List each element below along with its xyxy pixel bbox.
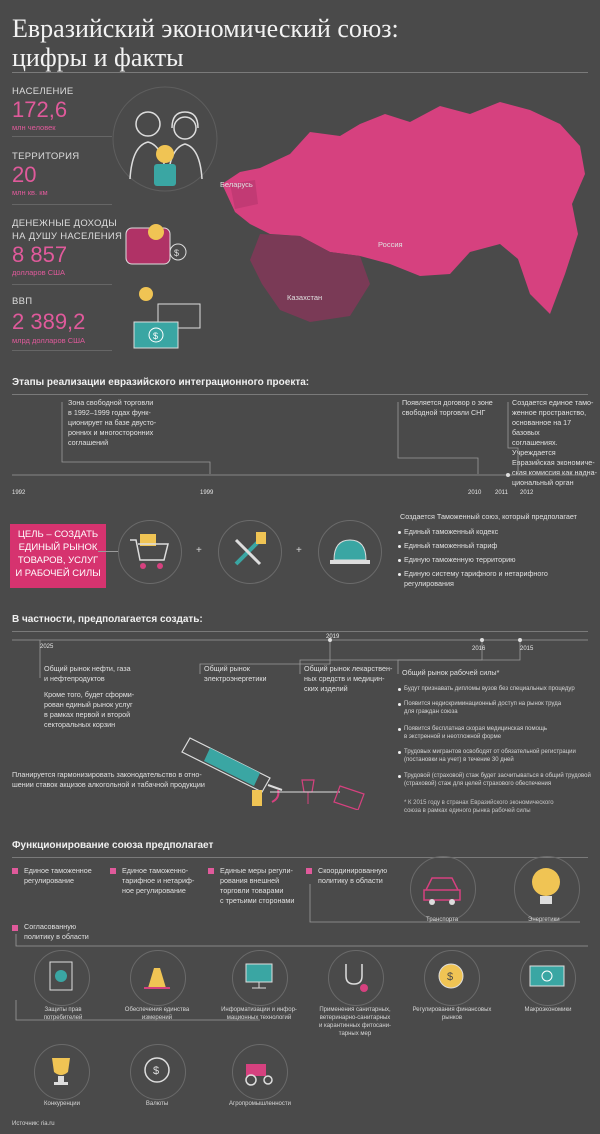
coord-transport: Транспорта [426, 917, 459, 923]
eaeu-map [200, 84, 595, 364]
year-2011: 2011 [495, 490, 508, 496]
agreed-consumers: Защиты прав потребителей [43, 1007, 83, 1021]
gdp-value: 2 389,2 [12, 309, 86, 334]
monitor-icon [242, 960, 276, 994]
customs-item: Единый таможенный тариф [404, 541, 498, 550]
labour-item: Будут признавать дипломы вузов без специальных процедур [404, 686, 575, 692]
plus-sign: + [296, 545, 302, 556]
func-col-3: Единые меры регули- рования внешней торговли товарами с третьими сторонами [220, 866, 295, 905]
excise-text: Планируется гармонизировать законодательство в отно- шении ставок акцизов алкогольной и табачной продукции [12, 770, 205, 789]
document-icon [44, 958, 78, 996]
tools-icon [226, 528, 272, 574]
year-2025: 2025 [40, 644, 54, 650]
income-label-2: НА ДУШУ НАСЕЛЕНИЯ [12, 231, 123, 242]
year-1999: 1999 [200, 490, 214, 496]
population-value: 172,6 [12, 97, 68, 122]
labour-item: Появится бесплатная скорая медицинская помощь в экстренной и неотложной форме [404, 726, 548, 740]
lightbulb-icon [524, 862, 568, 910]
coord-energy: Энергетики [528, 917, 560, 923]
plans-heading: В частности, предполагается создать: [12, 614, 203, 625]
gdp-label: ВВП [12, 296, 33, 307]
oil-gas-market: Общий рынок нефти, газа и нефтепродуктов [44, 664, 131, 683]
territory-value: 20 [12, 162, 37, 187]
income-label-1: ДЕНЕЖНЫЕ ДОХОДЫ [12, 218, 117, 229]
bullet-square [110, 868, 116, 874]
agreed-competition: Конкуренции [44, 1101, 80, 1107]
svg-text:$: $ [174, 248, 180, 258]
year-1992: 1992 [12, 490, 26, 496]
agreed-policy: Согласованную политику в области [24, 922, 89, 941]
helmet-icon [326, 528, 372, 574]
services-market: Кроме того, будет сформи- рован единый рынок услуг в рамках первой и второй секторальных корзин [44, 690, 135, 729]
territory-unit: млн кв. км [12, 188, 48, 197]
customs-item: Единую таможенную территорию [404, 555, 516, 564]
note-2010: Появляется договор о зоне свободной торговли СНГ [402, 398, 493, 417]
svg-text:$: $ [447, 971, 454, 983]
wallet-icon [118, 214, 198, 274]
title-divider [12, 72, 588, 73]
footnote: * К 2015 году в странах Евразийского экономического союза в рамках единого рынка рабочей силы [404, 800, 554, 814]
func-col-1: Единое таможенное регулирование [24, 866, 92, 885]
medicine-market: Общий рынок лекарствен- ных средств и медицин- ских изделий [304, 664, 393, 693]
note-2012: Создается единое тамо- женное пространство, основанное на 17 базовых соглашениях. Учреждается Евразийская экономиче- ская комиссия как надна- циональный орган [512, 398, 598, 487]
agreed-connector [0, 930, 600, 960]
func-col-4: Скоординированную политику в области [318, 866, 388, 885]
population-label: НАСЕЛЕНИЕ [12, 86, 74, 97]
svg-text:$: $ [153, 1065, 160, 1077]
year-2012: 2012 [520, 490, 534, 496]
agreed-agro: Агропромышленности [229, 1101, 291, 1107]
year-2016: 2016 [472, 646, 486, 652]
stages-heading: Этапы реализации евразийского интеграционного проекта: [12, 377, 310, 388]
gdp-unit: млрд долларов США [12, 336, 86, 345]
income-value: 8 857 [12, 242, 68, 267]
agreed-finance: Регулирования финансовых рынков [412, 1007, 492, 1021]
coins-icon [432, 958, 470, 996]
electricity-market: Общий рынок электроэнергетики [204, 664, 267, 683]
source-note: Источник: ria.ru [12, 1121, 55, 1127]
customs-item: Единый таможенный кодекс [404, 527, 499, 536]
money-icon [118, 284, 208, 354]
bullet-square [12, 868, 18, 874]
map-label-kazakhstan: Казахстан [287, 293, 323, 302]
year-2010: 2010 [468, 490, 482, 496]
stages-timeline [0, 390, 600, 490]
income-unit: долларов США [12, 268, 66, 277]
divider [12, 857, 588, 858]
labour-item: Трудовой (страховой) стаж будет засчитываться в общий трудовой (страховой) стаж для целей страхового обеспечения [404, 773, 591, 787]
agreed-sanitary: Применения санитарных, ветеринарно-санитарных и карантинных фитосани- тарных мер [318, 1007, 392, 1037]
territory-label: ТЕРРИТОРИЯ [12, 151, 80, 162]
trophy-icon [44, 1052, 78, 1090]
customs-union-title: Создается Таможенный союз, который предполагает [400, 512, 577, 521]
map-label-russia: Россия [378, 240, 403, 249]
year-2019: 2019 [326, 634, 340, 640]
connector [98, 551, 118, 552]
func-col-2: Единое таможенно- тарифное и нетариф- ное регулирование [122, 866, 195, 895]
agreed-macro: Макроэкономики [524, 1007, 572, 1013]
divider [12, 204, 112, 205]
stethoscope-icon [338, 958, 372, 996]
scale-icon [140, 958, 174, 996]
customs-item: Единую систему тарифного и нетарифного регулирования [404, 569, 548, 588]
tractor-icon [240, 1054, 278, 1088]
population-unit: млн человек [12, 123, 56, 132]
page-title [12, 14, 399, 72]
goal-box: ЦЕЛЬ – СОЗДАТЬ ЕДИНЫЙ РЫНОК ТОВАРОВ, УСЛУГ И РАБОЧЕЙ СИЛЫ [10, 524, 106, 588]
labour-market-title: Общий рынок рабочей силы* [402, 668, 500, 677]
agreed-measurements: Обеспечения единства измерений [124, 1007, 190, 1021]
title-line-1: Евразийский экономический союз: [12, 14, 399, 43]
map-label-belarus: Беларусь [220, 180, 253, 189]
car-icon [420, 868, 464, 908]
divider [12, 284, 112, 285]
labour-item: Трудовых мигрантов освободят от обязательной регистрации (постановки на учет) в течение 30 дней [404, 749, 576, 763]
title-line-2: цифры и факты [12, 43, 184, 72]
coin-icon [138, 1052, 176, 1090]
bullet-square [306, 868, 312, 874]
divider [12, 136, 112, 137]
agreed-it: Информатизации и инфор- мационных технологий [221, 1007, 297, 1021]
svg-text:$: $ [153, 331, 159, 341]
agreed-currency: Валюты [145, 1101, 169, 1107]
agreed-connector-2 [0, 1000, 600, 1030]
year-2015: 2015 [520, 646, 534, 652]
plus-sign: + [196, 545, 202, 556]
banknote-icon [528, 962, 566, 992]
divider [12, 350, 112, 351]
bullet-square [208, 868, 214, 874]
labour-item: Появится недискриминационный доступ на рынок труда для граждан союза [404, 701, 562, 715]
functioning-heading: Функционирование союза предполагает [12, 840, 214, 851]
note-1992: Зона свободной торговли в 1992–1999 годах функ- ционирует на базе двусто- ронних и многосторонних соглашений [68, 398, 157, 447]
shopping-cart-icon [126, 528, 172, 574]
